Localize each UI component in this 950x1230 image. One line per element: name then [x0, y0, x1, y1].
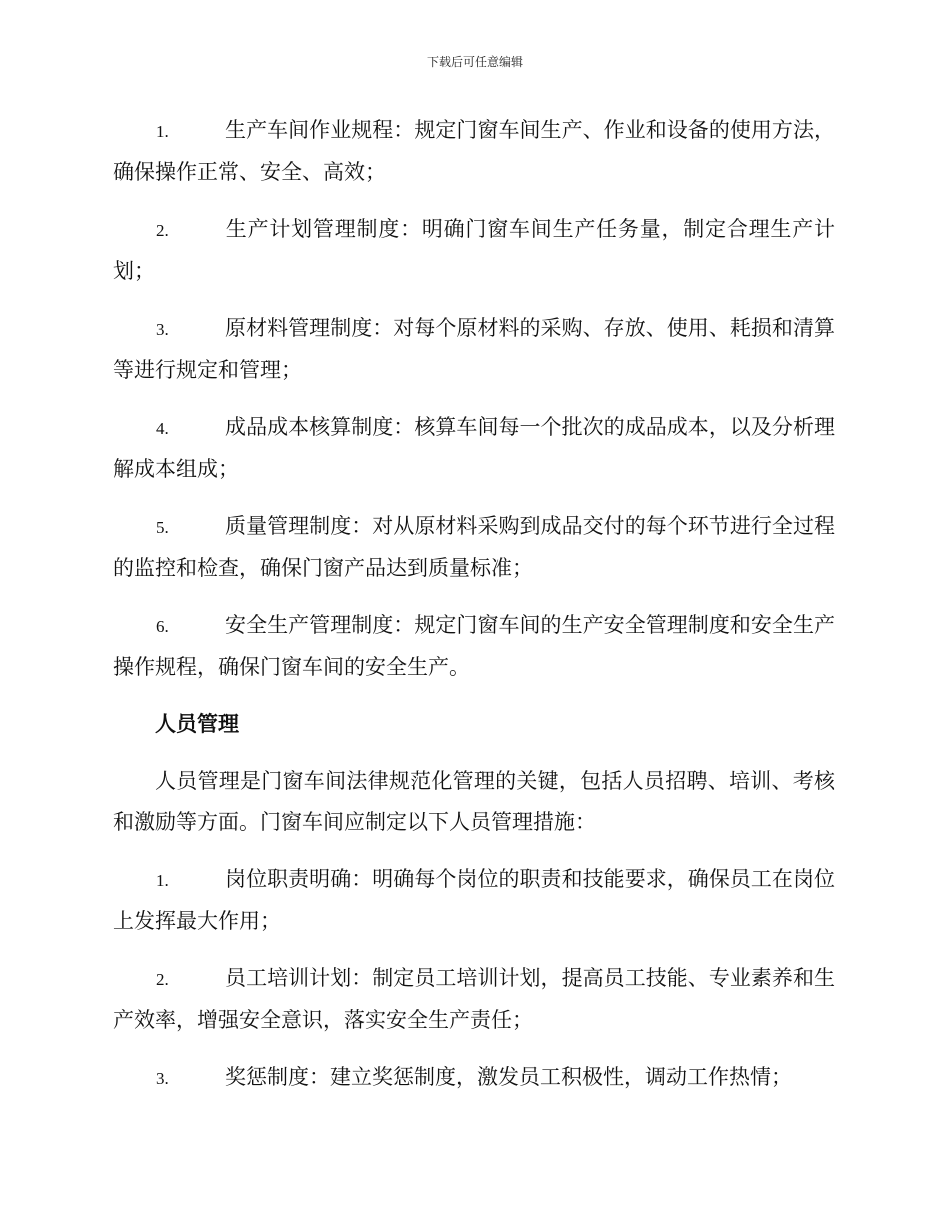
- section-intro-paragraph: 人员管理是门窗车间法律规范化管理的关键，包括人员招聘、培训、考核和激励等方面。门窗车间应制定以下人员管理措施：: [113, 769, 835, 834]
- list-item-number: 6.: [156, 617, 169, 636]
- list-item-number: 1.: [156, 122, 169, 141]
- list-item-text: 员工培训计划：制定员工培训计划，提高员工技能、专业素养和生产效率，增强安全意识，落实安全生产责任；: [113, 966, 835, 1032]
- list-item: [113, 407, 835, 490]
- list-item-number: 3.: [156, 1069, 169, 1088]
- list-item-number: 5.: [156, 518, 169, 537]
- list-item-text: 原材料管理制度：对每个原材料的采购、存放、使用、耗损和清算等进行规定和管理；: [113, 316, 835, 382]
- list-item-number: 2.: [156, 970, 169, 989]
- list-item-text: 成品成本核算制度：核算车间每一个批次的成品成本，以及分析理解成本组成；: [113, 415, 835, 481]
- section-heading: 人员管理: [155, 712, 239, 736]
- list-item-text: 奖惩制度：建立奖惩制度，激发员工积极性，调动工作热情；: [225, 1065, 792, 1089]
- list-item-text: 生产车间作业规程：规定门窗车间生产、作业和设备的使用方法，确保操作正常、安全、高效；: [113, 118, 835, 184]
- list-item-text: 质量管理制度：对从原材料采购到成品交付的每个环节进行全过程的监控和检查，确保门窗产品达到质量标准；: [113, 514, 835, 580]
- list-item: [113, 506, 835, 589]
- list-item-number: 3.: [156, 320, 169, 339]
- list-item: [113, 1057, 835, 1099]
- list-item: [113, 308, 835, 391]
- document-body: [113, 110, 835, 1115]
- list-item-number: 2.: [156, 221, 169, 240]
- list-item-text: 安全生产管理制度：规定门窗车间的生产安全管理制度和安全生产操作规程，确保门窗车间的安全生产。: [113, 613, 835, 679]
- list-item-text: 岗位职责明确：明确每个岗位的职责和技能要求，确保员工在岗位上发挥最大作用；: [113, 867, 835, 933]
- list-item-number: 4.: [156, 419, 169, 438]
- page-header: 下载后可任意编辑: [426, 55, 523, 69]
- list-item-number: 1.: [156, 871, 169, 890]
- list-item: [113, 605, 835, 688]
- list-item: [113, 859, 835, 942]
- list-item: [113, 958, 835, 1041]
- list-item-text: 生产计划管理制度：明确门窗车间生产任务量，制定合理生产计划；: [113, 217, 835, 283]
- list-item: [113, 209, 835, 292]
- list-item: [113, 110, 835, 193]
